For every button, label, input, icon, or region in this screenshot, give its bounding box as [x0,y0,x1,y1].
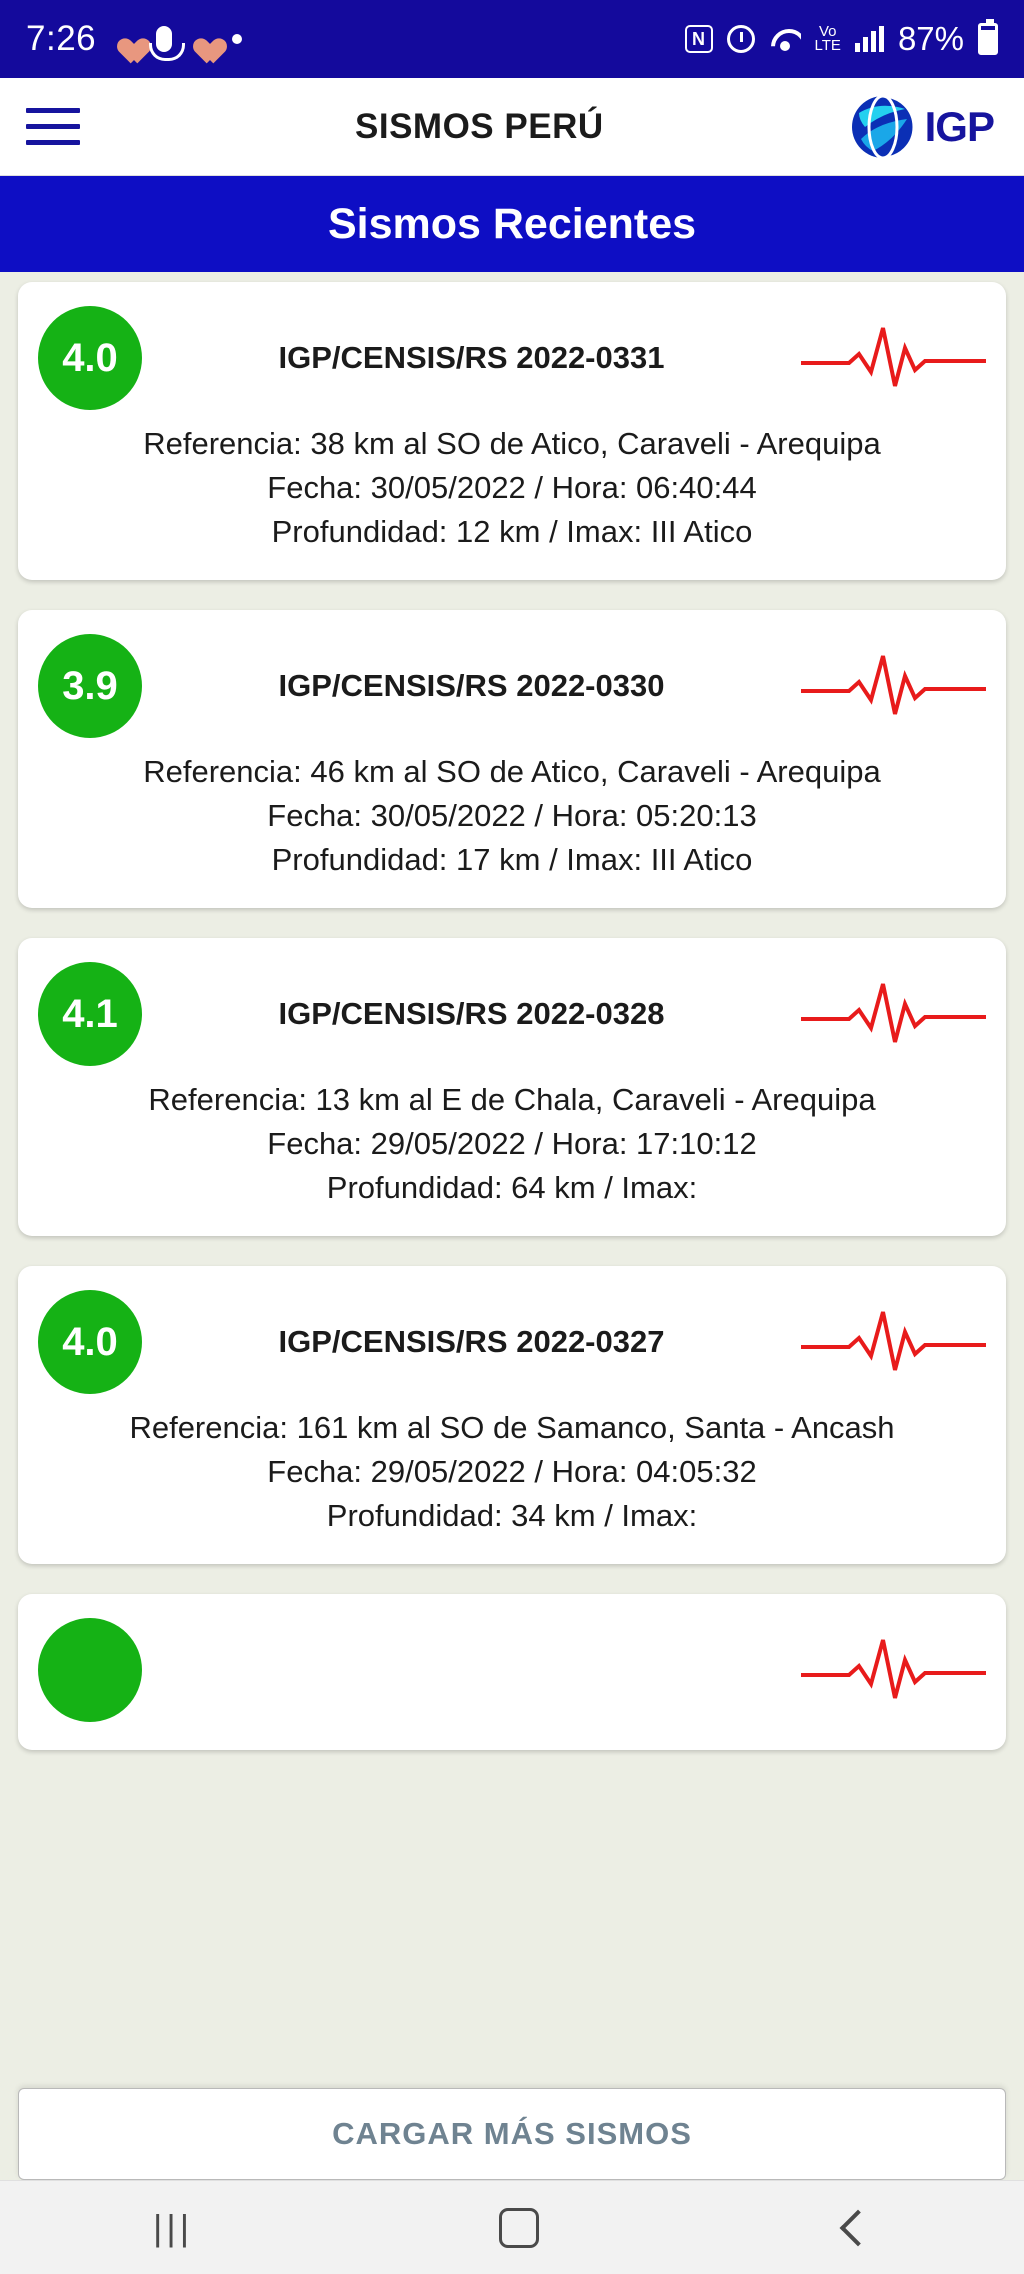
volte-top-label: Vo [818,23,837,40]
load-more-label: CARGAR MÁS SISMOS [332,2116,692,2151]
seismograph-icon [801,974,986,1054]
card-header [38,1288,986,1396]
reference-label: Referencia: 161 km al SO de Samanco, Santa - Ancash [129,1410,895,1446]
volte-bottom-label: LTE [814,37,841,54]
card-header [38,1616,986,1724]
datetime-label: Fecha: 30/05/2022 / Hora: 05:20:13 [267,798,757,834]
igp-globe-icon [849,93,917,161]
list-item[interactable] [18,610,1006,908]
section-header [0,176,1024,272]
datetime-label: Fecha: 29/05/2022 / Hora: 04:05:32 [267,1454,757,1490]
depth-label: Profundidad: 34 km / Imax: [326,1498,698,1534]
alarm-icon [727,25,755,53]
back-icon[interactable] [840,2209,877,2246]
event-id: IGP/CENSIS/RS 2022-0327 [278,1324,665,1360]
seismograph-icon [801,1630,986,1710]
status-bar-left [26,19,242,59]
depth-label: Profundidad: 64 km / Imax: [326,1170,698,1206]
list-item[interactable] [18,1594,1006,1750]
card-header [38,960,986,1068]
list-item[interactable] [18,1266,1006,1564]
magnitude-badge: 4.1 [38,962,142,1066]
nfc-icon: N [685,25,713,53]
signal-bars-icon [855,26,884,52]
event-id: IGP/CENSIS/RS 2022-0331 [278,340,665,375]
card-details [38,1078,986,1210]
heart-icon [110,24,142,54]
app-bar [0,78,1024,176]
card-details [38,422,986,554]
home-icon[interactable] [499,2208,539,2248]
list-item[interactable] [18,282,1006,580]
system-nav-bar [0,2180,1024,2274]
earthquake-list[interactable] [0,272,1024,2180]
igp-logo-text: IGP [924,102,994,150]
depth-label: Profundidad: 12 km / Imax: III Atico [271,514,753,550]
hamburger-menu-icon[interactable] [26,108,80,145]
card-header [38,632,986,740]
card-details [38,750,986,882]
seismograph-icon [801,646,986,726]
magnitude-badge: 4.0 [38,1290,142,1394]
seismograph-icon [801,1302,986,1382]
datetime-label: Fecha: 30/05/2022 / Hora: 06:40:44 [267,470,757,506]
list-item[interactable] [18,938,1006,1236]
seismograph-icon [801,318,986,398]
status-bar [0,0,1024,78]
event-id: IGP/CENSIS/RS 2022-0330 [278,668,665,704]
recent-apps-icon[interactable]: ||| [152,2206,194,2248]
magnitude-badge: 4.0 [38,306,142,410]
wifi-icon [769,27,801,51]
magnitude-badge [38,1618,142,1722]
page-title: SISMOS PERÚ [355,106,604,146]
microphone-icon [156,26,172,52]
datetime-label: Fecha: 29/05/2022 / Hora: 17:10:12 [267,1126,757,1162]
dot-icon [232,34,242,44]
reference-label: Referencia: 38 km al SO de Atico, Caraveli - Arequipa [143,426,881,461]
section-title: Sismos Recientes [327,199,697,248]
card-header [38,304,986,412]
reference-label: Referencia: 13 km al E de Chala, Caraveli - Arequipa [148,1082,876,1118]
battery-percent-label: 87% [897,20,964,57]
status-bar-right [685,20,998,58]
load-more-button[interactable] [18,2088,1006,2180]
reference-label: Referencia: 46 km al SO de Atico, Caraveli - Arequipa [143,754,881,790]
depth-label: Profundidad: 17 km / Imax: III Atico [271,842,753,878]
igp-logo [849,93,998,161]
status-clock: 7:26 [26,19,97,58]
battery-icon [978,23,998,55]
magnitude-badge: 3.9 [38,634,142,738]
card-details [38,1406,986,1538]
event-id: IGP/CENSIS/RS 2022-0328 [278,996,665,1032]
heart-icon [186,24,218,54]
volte-icon [815,25,841,53]
